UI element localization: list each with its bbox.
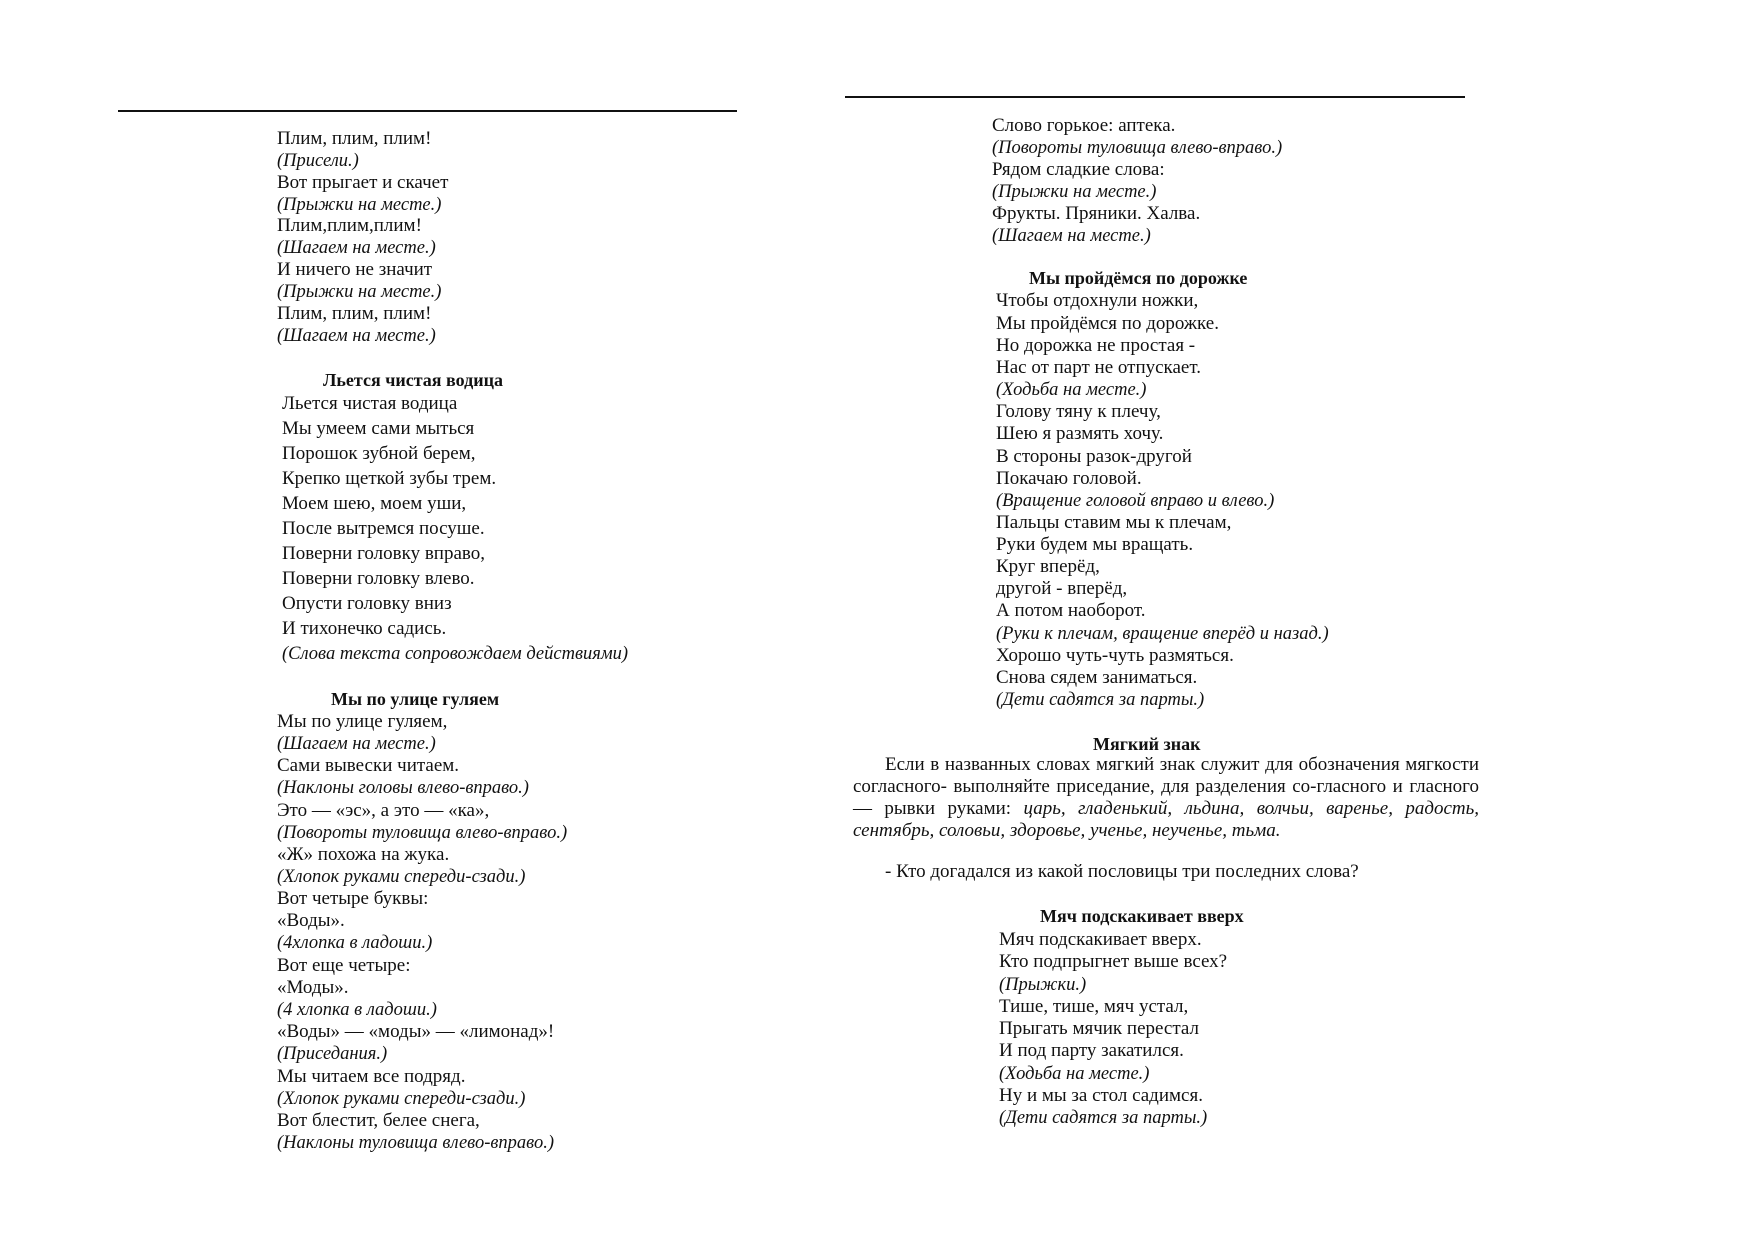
right-stage-direction: (Вращение головой вправо и влево.) <box>996 491 1275 511</box>
left-stage-direction: (Приседания.) <box>277 1044 388 1064</box>
right-verse-line: Но дорожка не простая - <box>996 335 1196 356</box>
left-verse-line: «Воды». <box>277 910 345 931</box>
left-stage-direction: (Хлопок руками спереди-сзади.) <box>277 1089 526 1109</box>
right-verse-line: Хорошо чуть-чуть размяться. <box>996 645 1234 666</box>
right-heading: Мы пройдёмся по дорожке <box>1029 268 1248 288</box>
right-verse-line: Покачаю головой. <box>996 468 1142 489</box>
right-verse-line: В стороны разок-другой <box>996 446 1192 467</box>
left-verse-line: Вот прыгает и скачет <box>277 172 449 193</box>
left-verse-line: И тихонечко садись. <box>282 618 447 639</box>
left-verse-line: Мы читаем все подряд. <box>277 1066 466 1087</box>
left-verse-line: Сами вывески читаем. <box>277 755 460 776</box>
left-verse-line: Вот блестит, белее снега, <box>277 1110 480 1131</box>
left-verse-line: Это — «эс», а это — «ка», <box>277 800 490 821</box>
left-verse-line: Плим, плим, плим! <box>277 303 432 324</box>
right-ball-stage-direction: (Ходьба на месте.) <box>999 1064 1150 1084</box>
right-verse-line: Круг вперёд, <box>996 556 1100 577</box>
right-stage-direction: (Ходьба на месте.) <box>996 380 1147 400</box>
left-verse-line: «Воды» — «моды» — «лимонад»! <box>277 1021 555 1042</box>
left-verse-line: Порошок зубной берем, <box>282 443 476 464</box>
left-stage-direction: (Присели.) <box>277 151 359 171</box>
left-stage-direction: (Прыжки на месте.) <box>277 195 442 215</box>
right-ball-verse-line: И под парту закатился. <box>999 1040 1184 1061</box>
left-stage-direction: (Наклоны головы влево-вправо.) <box>277 778 529 798</box>
right-verse-line: Фрукты. Пряники. Халва. <box>992 203 1201 224</box>
left-verse-line: Льется чистая водица <box>282 393 458 414</box>
right-verse-line: Руки будем мы вращать. <box>996 534 1194 555</box>
right-verse-line: другой - вперёд, <box>996 578 1128 599</box>
right-ball-verse-line: Ну и мы за стол садимся. <box>999 1085 1203 1106</box>
left-verse-line: Мы умеем сами мыться <box>282 418 475 439</box>
right-ball-stage-direction: (Прыжки.) <box>999 975 1087 995</box>
right-ball-verse-line: Тише, тише, мяч устал, <box>999 996 1189 1017</box>
right-stage-direction: (Повороты туловища влево-вправо.) <box>992 138 1283 158</box>
right-verse-line: Снова сядем заниматься. <box>996 667 1198 688</box>
soft-sign-words: царь, гладенький, льдина, волчьи, варенье, радость, сентябрь, соловьи, здоровье, ученье, неученье, тьма. <box>853 798 1480 841</box>
left-verse-line: Плим, плим, плим! <box>277 128 432 149</box>
right-verse-line: Слово горькое: аптека. <box>992 115 1176 136</box>
soft-sign-question <box>853 861 1479 883</box>
left-verse-line: Крепко щеткой зубы трем. <box>282 468 497 489</box>
right-ball-verse-line: Прыгать мячик перестал <box>999 1018 1199 1039</box>
right-ball-heading: Мяч подскакивает вверх <box>1040 906 1244 926</box>
left-stage-direction: (Шагаем на месте.) <box>277 326 436 346</box>
left-stage-direction: (Прыжки на месте.) <box>277 282 442 302</box>
left-verse-line: Мы по улице гуляем, <box>277 711 448 732</box>
left-heading: Льется чистая водица <box>323 370 503 390</box>
right-stage-direction: (Прыжки на месте.) <box>992 182 1157 202</box>
left-stage-direction: (Хлопок руками спереди-сзади.) <box>277 867 526 887</box>
left-stage-direction: (Шагаем на месте.) <box>277 238 436 258</box>
right-verse-line: Чтобы отдохнули ножки, <box>996 290 1199 311</box>
right-verse-line: Пальцы ставим мы к плечам, <box>996 512 1232 533</box>
left-stage-direction: (Слова текста сопровождаем действиями) <box>282 644 629 664</box>
left-verse-line: Поверни головку вправо, <box>282 543 485 564</box>
right-stage-direction: (Дети садятся за парты.) <box>996 690 1205 710</box>
right-verse-line: Нас от парт не отпускает. <box>996 357 1201 378</box>
left-verse-line: Вот четыре буквы: <box>277 888 429 909</box>
right-page-top-rule <box>845 96 1465 98</box>
right-verse-line: Шею я размять хочу. <box>996 423 1164 444</box>
right-ball-verse-line: Кто подпрыгнет выше всех? <box>999 951 1228 972</box>
right-heading: Мягкий знак <box>1093 734 1201 754</box>
left-verse-line: И ничего не значит <box>277 259 433 280</box>
left-stage-direction: (Наклоны туловища влево-вправо.) <box>277 1133 554 1153</box>
soft-sign-paragraph <box>853 754 1479 842</box>
right-verse-line: Рядом сладкие слова: <box>992 159 1165 180</box>
left-verse-line: Плим,плим,плим! <box>277 215 422 236</box>
left-verse-line: «Ж» похожа на жука. <box>277 844 450 865</box>
right-verse-line: А потом наоборот. <box>996 600 1146 621</box>
right-stage-direction: (Шагаем на месте.) <box>992 226 1151 246</box>
left-stage-direction: (4хлопка в ладоши.) <box>277 933 433 953</box>
soft-sign-question-text: - Кто догадался из какой пословицы три последних слова? <box>885 861 1359 882</box>
left-verse-line: Вот еще четыре: <box>277 955 411 976</box>
right-verse-line: Голову тяну к плечу, <box>996 401 1161 422</box>
left-verse-line: Поверни головку влево. <box>282 568 475 589</box>
left-verse-line: Моем шею, моем уши, <box>282 493 467 514</box>
right-verse-line: Мы пройдёмся по дорожке. <box>996 313 1219 334</box>
left-verse-line: «Моды». <box>277 977 349 998</box>
left-stage-direction: (Шагаем на месте.) <box>277 734 436 754</box>
right-stage-direction: (Руки к плечам, вращение вперёд и назад.) <box>996 624 1329 644</box>
soft-sign-text: Если в названных словах мягкий знак служит для обозначения мягкости согласного- выполняйте приседание, для разделения со-гласного и гласного — рывки руками: <box>853 754 1479 819</box>
right-ball-verse-line: Мяч подскакивает вверх. <box>999 929 1202 950</box>
left-verse-line: После вытремся посуше. <box>282 518 485 539</box>
left-page-top-rule <box>118 110 737 112</box>
left-stage-direction: (Повороты туловища влево-вправо.) <box>277 823 568 843</box>
left-stage-direction: (4 хлопка в ладоши.) <box>277 1000 437 1020</box>
left-verse-line: Опусти головку вниз <box>282 593 452 614</box>
right-ball-stage-direction: (Дети садятся за парты.) <box>999 1108 1208 1128</box>
left-heading: Мы по улице гуляем <box>331 689 500 709</box>
